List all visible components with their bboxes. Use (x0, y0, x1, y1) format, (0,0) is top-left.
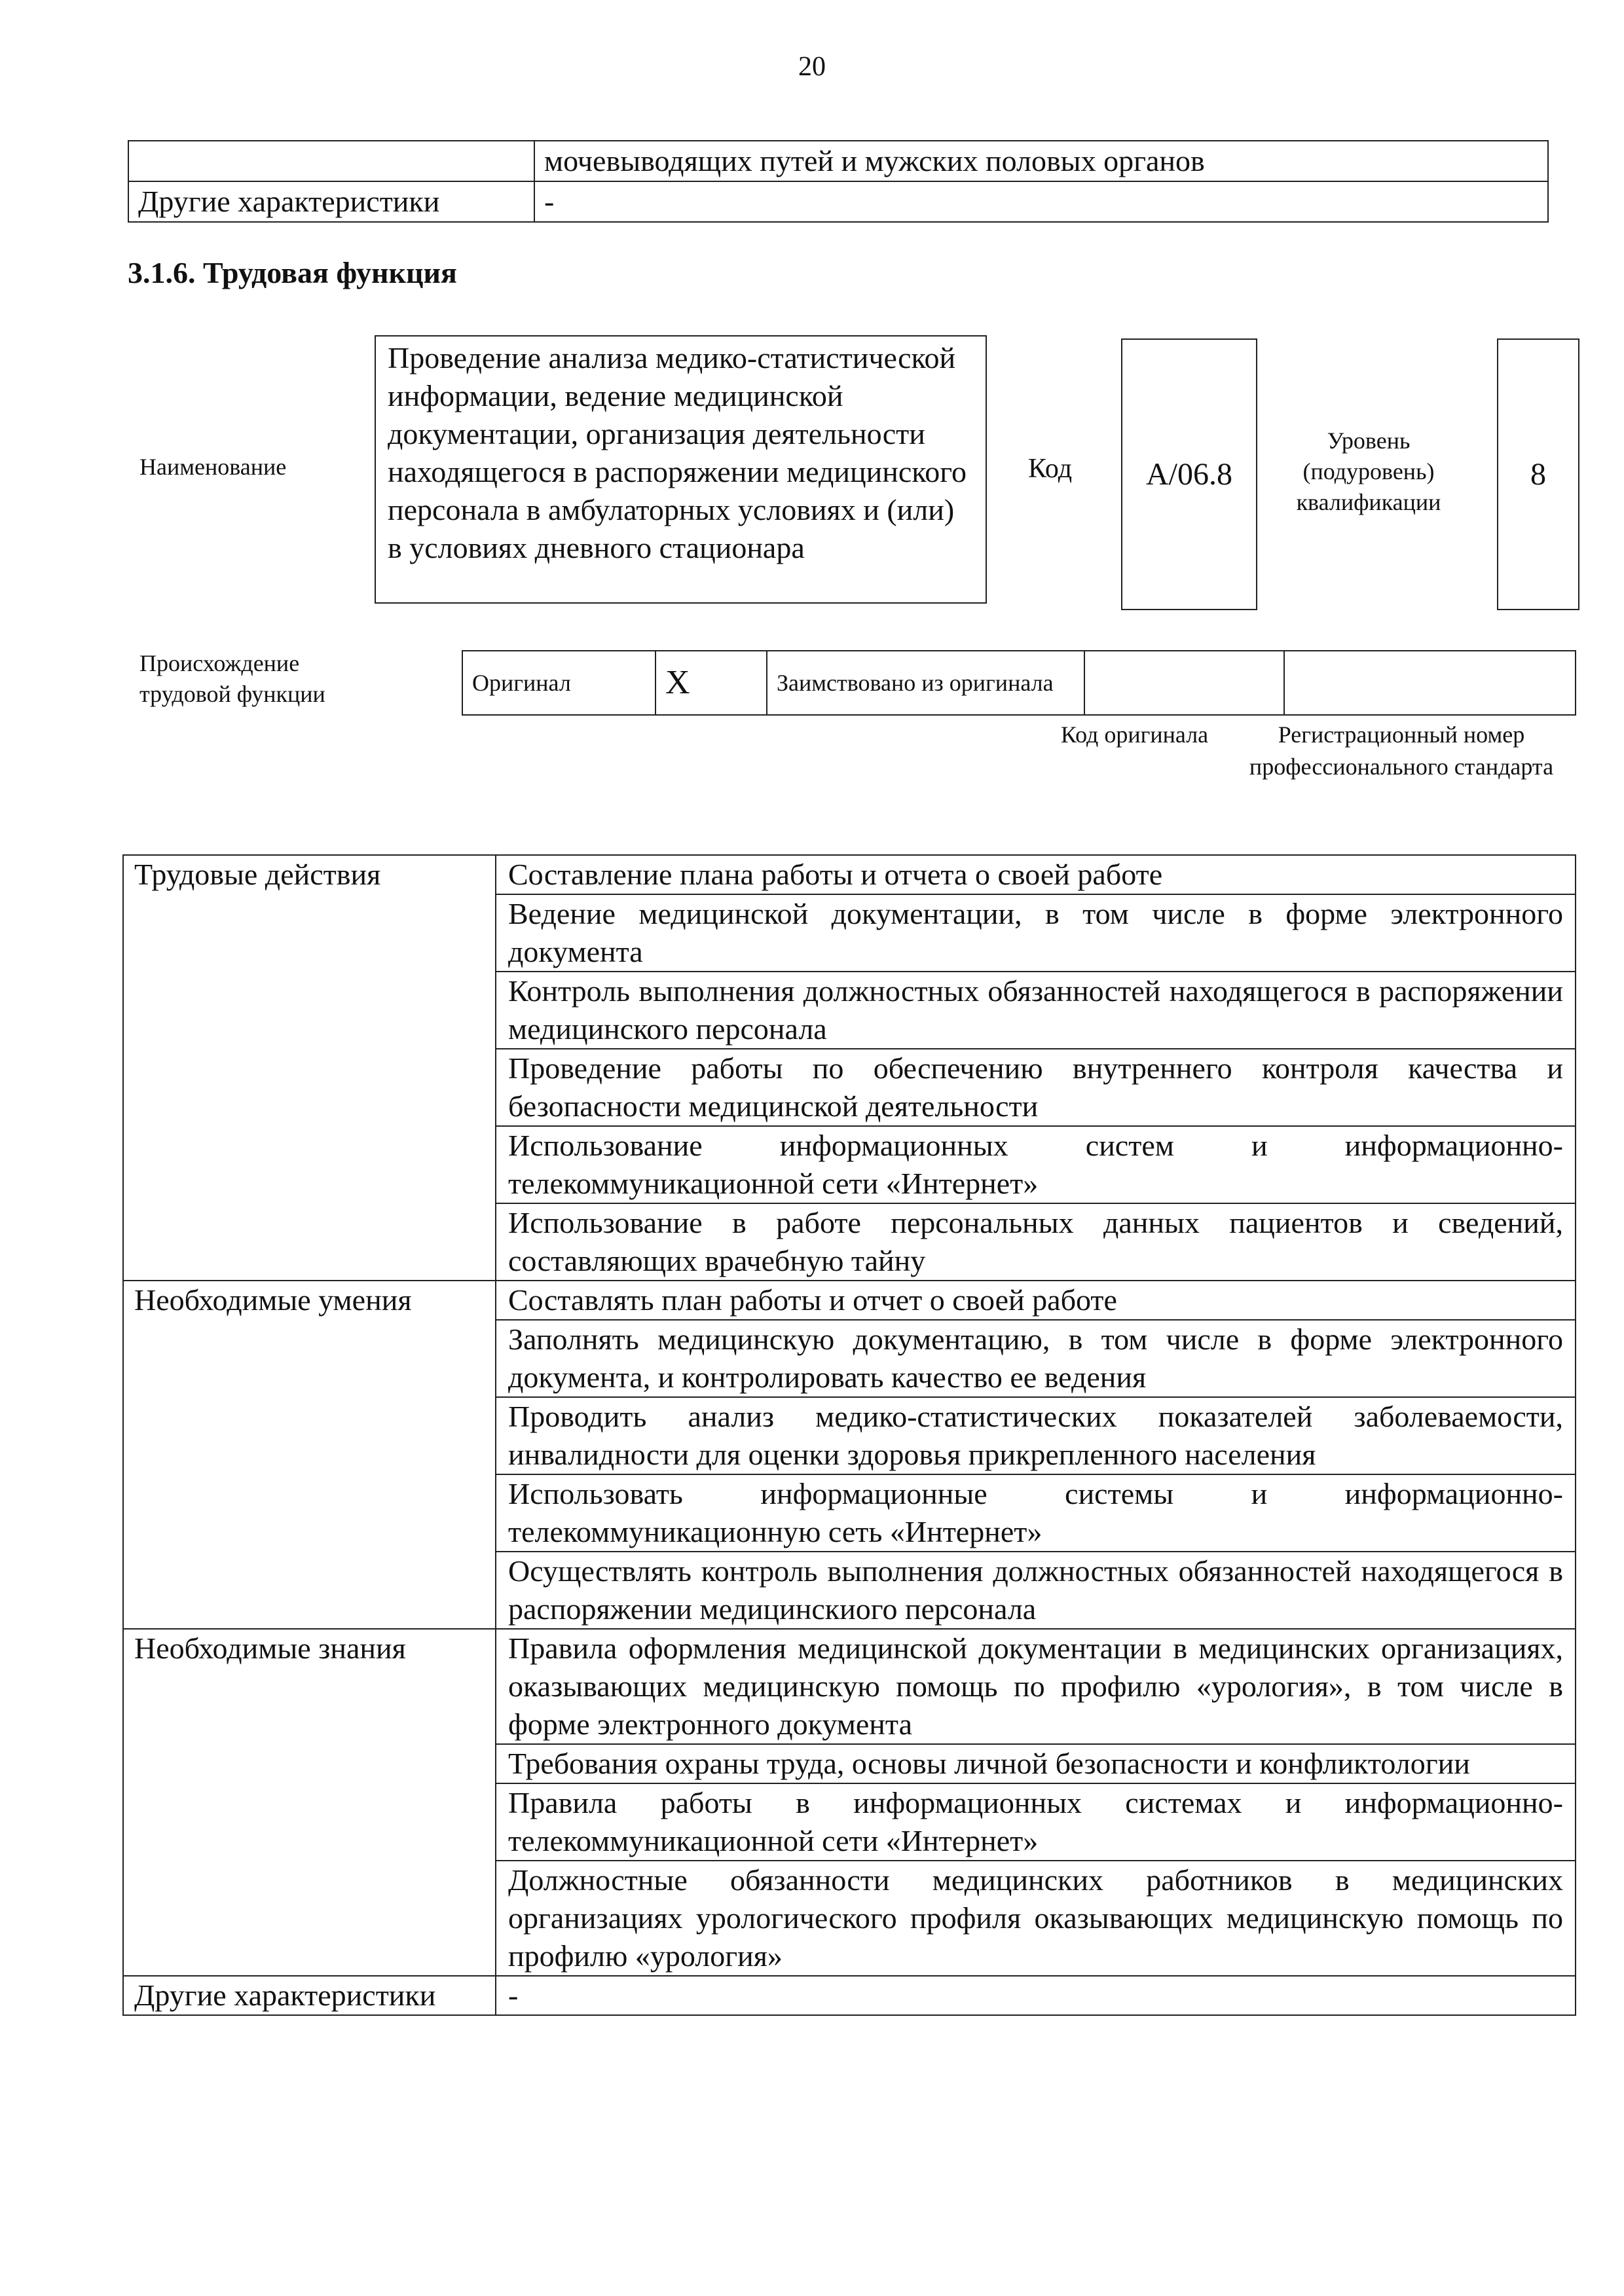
table-row (123, 1629, 1576, 1744)
original-code-cell (1084, 651, 1284, 715)
qualification-level-value: 8 (1497, 338, 1579, 610)
item-cell: Использовать информационные системы и информационно-телекоммуникационную сеть «Интернет» (496, 1474, 1576, 1552)
item-cell: Осуществлять контроль выполнения должностных обязанностей находящегося в распоряжении медицинскиого персонала (496, 1552, 1576, 1629)
row-value: мочевыводящих путей и мужских половых органов (534, 141, 1548, 181)
function-name-box: Проведение анализа медико-статистической информации, ведение медицинской документации, организация деятельности находящегося в распоряжении медицинского персонала в амбулаторных условиях и (или) в условиях дневного стационара (375, 335, 987, 604)
row-value: - (534, 181, 1548, 222)
item-cell: Ведение медицинской документации, в том числе в форме электронного документа (496, 894, 1576, 972)
category-cell: Необходимые умения (123, 1281, 496, 1629)
table-row (123, 855, 1576, 894)
code-original-caption: Код оригинала (1060, 721, 1209, 748)
function-details-table (122, 854, 1576, 2016)
table-row (123, 1976, 1576, 2015)
page-number: 20 (798, 52, 826, 82)
section-title: 3.1.6. Трудовая функция (128, 256, 457, 289)
item-cell: Контроль выполнения должностных обязанностей находящегося в распоряжении медицинского персонала (496, 972, 1576, 1049)
category-cell: Другие характеристики (123, 1976, 496, 2015)
table-row (123, 1281, 1576, 1320)
reg-number-caption: Регистрационный номер профессионального стандарта (1249, 721, 1554, 780)
item-cell: - (496, 1976, 1576, 2015)
code-label: Код (1028, 454, 1073, 484)
item-cell: Правила оформления медицинской документации в медицинских организациях, оказывающих медицинскую помощь по профилю «урология», в том числе в форме электронного документа (496, 1629, 1576, 1744)
qualification-level-label: Уровень (подуровень) квалификации (1296, 428, 1441, 515)
origin-table (462, 650, 1576, 716)
registration-number-cell (1284, 651, 1576, 715)
item-cell: Составление плана работы и отчета о своей работе (496, 855, 1576, 894)
name-label: Наименование (139, 454, 287, 480)
table-row (462, 651, 1576, 715)
table-row (128, 141, 1548, 181)
code-value: А/06.8 (1121, 338, 1257, 610)
row-label: Другие характеристики (128, 181, 534, 222)
borrowed-label: Заимствовано из оригинала (767, 651, 1084, 715)
function-details-body (123, 855, 1576, 2015)
original-label: Оригинал (462, 651, 655, 715)
table-row (128, 181, 1548, 222)
item-cell: Использование в работе персональных данных пациентов и сведений, составляющих врачебную тайну (496, 1203, 1576, 1281)
category-cell: Необходимые знания (123, 1629, 496, 1976)
item-cell: Требования охраны труда, основы личной безопасности и конфликтологии (496, 1744, 1576, 1783)
origin-label-text: Происхождение трудовой функции (139, 650, 325, 707)
item-cell: Должностные обязанности медицинских работников в медицинских организациях урологического профиля оказывающих медицинскую помощь по профилю «урология» (496, 1861, 1576, 1976)
item-cell: Использование информационных систем и информационно-телекоммуникационной сети «Интернет» (496, 1126, 1576, 1203)
row-label (128, 141, 534, 181)
origin-label (139, 648, 375, 710)
item-cell: Правила работы в информационных системах и информационно-телекоммуникационной сети «Интернет» (496, 1783, 1576, 1861)
category-cell: Трудовые действия (123, 855, 496, 1281)
item-cell: Составлять план работы и отчет о своей работе (496, 1281, 1576, 1320)
item-cell: Заполнять медицинскую документацию, в том числе в форме электронного документа, и контролировать качество ее ведения (496, 1320, 1576, 1397)
original-mark: X (655, 651, 767, 715)
item-cell: Проводить анализ медико-статистических показателей заболеваемости, инвалидности для оценки здоровья прикрепленного населения (496, 1397, 1576, 1474)
continuation-table (128, 140, 1549, 223)
item-cell: Проведение работы по обеспечению внутреннего контроля качества и безопасности медицинской деятельности (496, 1049, 1576, 1126)
